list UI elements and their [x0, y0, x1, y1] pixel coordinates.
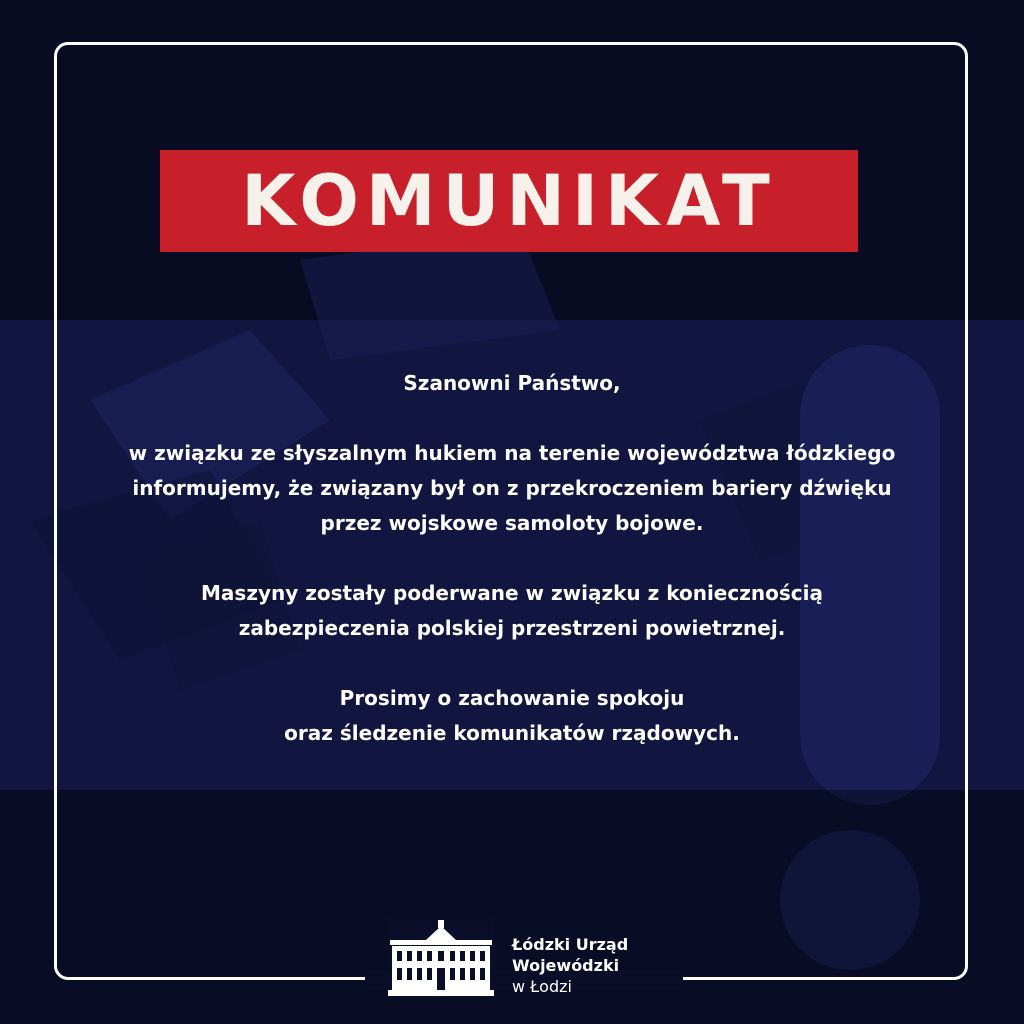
message-body	[60, 366, 964, 786]
paragraph-2	[60, 576, 964, 646]
footer-logo	[388, 918, 628, 998]
title-banner	[160, 150, 858, 252]
paragraph-3	[60, 681, 964, 751]
org-name	[512, 934, 628, 997]
paragraph-1-line-3: przez wojskowe samoloty bojowe.	[320, 511, 704, 535]
paragraph-3-line-1: Prosimy o zachowanie spokoju	[339, 686, 685, 710]
paragraph-1	[60, 436, 964, 541]
paragraph-1-line-2: informujemy, że związany był on z przekroczeniem bariery dźwięku	[132, 476, 892, 500]
paragraph-2-line-2: zabezpieczenia polskiej przestrzeni powietrznej.	[238, 616, 786, 640]
building-icon	[388, 918, 494, 998]
page-title: KOMUNIKAT	[241, 160, 777, 242]
org-name-line-3: w Łodzi	[512, 977, 572, 996]
greeting: Szanowni Państwo,	[403, 371, 621, 395]
org-name-line-1: Łódzki Urząd	[512, 935, 629, 954]
paragraph-1-line-1: w związku ze słyszalnym hukiem na terenie województwa łódzkiego	[128, 441, 896, 465]
paragraph-2-line-1: Maszyny zostały poderwane w związku z koniecznością	[201, 581, 823, 605]
org-name-line-2: Wojewódzki	[512, 956, 620, 975]
paragraph-3-line-2: oraz śledzenie komunikatów rządowych.	[284, 721, 740, 745]
